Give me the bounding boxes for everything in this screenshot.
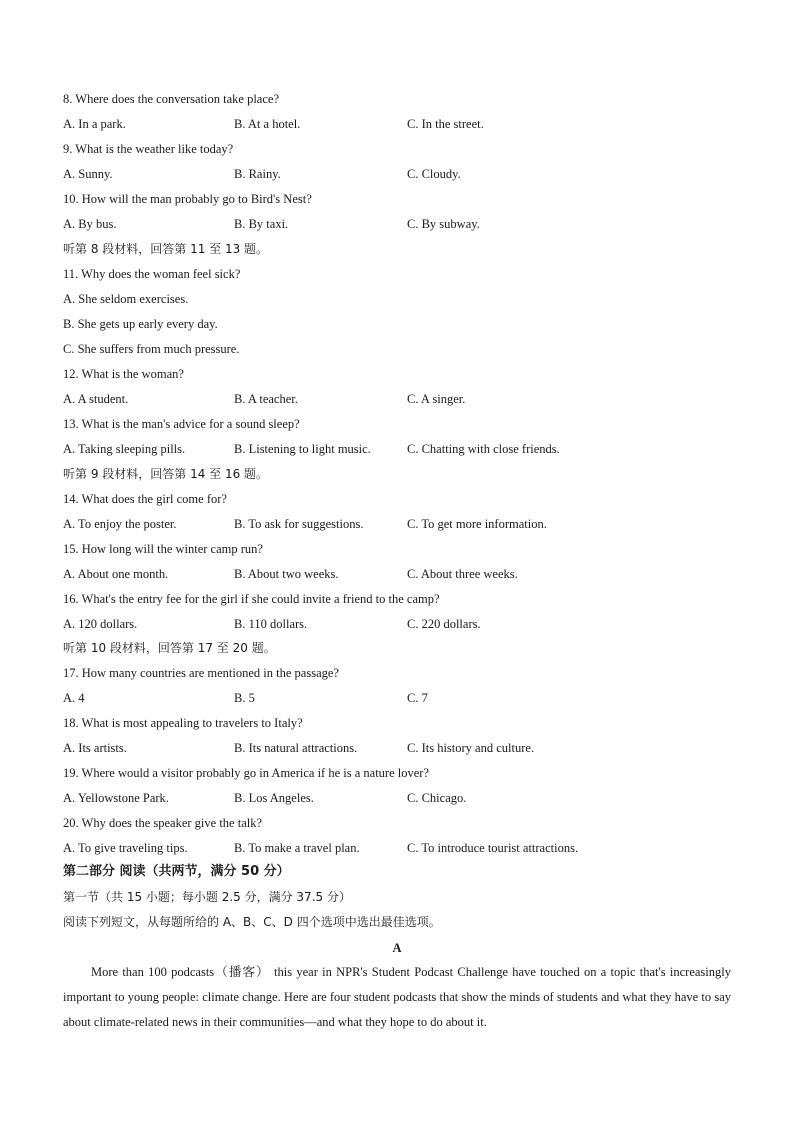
question-12-option-b: B. A teacher. xyxy=(234,392,298,406)
passage-label: A xyxy=(392,941,402,955)
question-9-stem: 9. What is the weather like today? xyxy=(63,142,234,156)
question-11-option-b: B. She gets up early every day. xyxy=(63,317,218,331)
question-9-option-b: B. Rainy. xyxy=(234,167,281,181)
question-10-option-a: A. By bus. xyxy=(63,217,117,231)
question-14-option-c: C. To get more information. xyxy=(407,517,547,531)
question-9-option-c: C. Cloudy. xyxy=(407,167,461,181)
question-17-option-c: C. 7 xyxy=(407,691,428,705)
question-8-option-a: A. In a park. xyxy=(63,117,126,131)
question-16-option-c: C. 220 dollars. xyxy=(407,617,481,631)
question-9-option-a: A. Sunny. xyxy=(63,167,113,181)
question-12-option-c: C. A singer. xyxy=(407,392,466,406)
question-11-option-c: C. She suffers from much pressure. xyxy=(63,342,240,356)
question-16-option-a: A. 120 dollars. xyxy=(63,617,138,631)
question-15-option-c: C. About three weeks. xyxy=(407,567,518,581)
question-8-option-b: B. At a hotel. xyxy=(234,117,301,131)
question-15-option-b: B. About two weeks. xyxy=(234,567,339,581)
question-18-stem: 18. What is most appealing to travelers to Italy? xyxy=(63,716,303,730)
question-10-stem: 10. How will the man probably go to Bird's Nest? xyxy=(63,192,312,206)
question-17-option-b: B. 5 xyxy=(234,691,255,705)
question-20-option-b: B. To make a travel plan. xyxy=(234,841,360,855)
question-20-option-a: A. To give traveling tips. xyxy=(63,841,188,855)
question-16-option-b: B. 110 dollars. xyxy=(234,617,308,631)
question-12-option-a: A. A student. xyxy=(63,392,129,406)
question-20-stem: 20. Why does the speaker give the talk? xyxy=(63,816,263,830)
question-19-option-b: B. Los Angeles. xyxy=(234,791,314,805)
question-15-option-a: A. About one month. xyxy=(63,567,169,581)
question-12-stem: 12. What is the woman? xyxy=(63,367,184,381)
reading-instruction: 阅读下列短文，从每题所给的 A、B、C、D 四个选项中选出最佳选项。 xyxy=(63,915,441,929)
question-14-stem: 14. What does the girl come for? xyxy=(63,492,227,506)
question-13-option-c: C. Chatting with close friends. xyxy=(407,442,560,456)
question-15-stem: 15. How long will the winter camp run? xyxy=(63,542,263,556)
question-13-stem: 13. What is the man's advice for a sound sleep? xyxy=(63,417,300,431)
question-10-option-c: C. By subway. xyxy=(407,217,480,231)
question-20-option-c: C. To introduce tourist attractions. xyxy=(407,841,579,855)
question-13-option-a: A. Taking sleeping pills. xyxy=(63,442,186,456)
question-17-stem: 17. How many countries are mentioned in the passage? xyxy=(63,666,339,680)
question-14-option-a: A. To enjoy the poster. xyxy=(63,517,177,531)
part-two-title: 第二部分 阅读（共两节，满分 50 分） xyxy=(63,864,290,879)
listening-instruction-9: 听第 9 段材料，回答第 14 至 16 题。 xyxy=(63,467,269,481)
question-16-stem: 16. What's the entry fee for the girl if she could invite a friend to the camp? xyxy=(63,592,440,606)
question-18-option-c: C. Its history and culture. xyxy=(407,741,535,755)
listening-instruction-8: 听第 8 段材料，回答第 11 至 13 题。 xyxy=(63,242,269,256)
question-8-stem: 8. Where does the conversation take place? xyxy=(63,92,279,106)
listening-instruction-10: 听第 10 段材料，回答第 17 至 20 题。 xyxy=(63,641,276,655)
question-10-option-b: B. By taxi. xyxy=(234,217,289,231)
question-11-stem: 11. Why does the woman feel sick? xyxy=(63,267,241,281)
question-19-stem: 19. Where would a visitor probably go in America if he is a nature lover? xyxy=(63,766,429,780)
question-19-option-c: C. Chicago. xyxy=(407,791,467,805)
question-8-option-c: C. In the street. xyxy=(407,117,484,131)
question-18-option-a: A. Its artists. xyxy=(63,741,127,755)
question-14-option-b: B. To ask for suggestions. xyxy=(234,517,364,531)
question-17-option-a: A. 4 xyxy=(63,691,85,705)
question-18-option-b: B. Its natural attractions. xyxy=(234,741,358,755)
section-one-title: 第一节（共 15 小题；每小题 2.5 分，满分 37.5 分） xyxy=(63,890,351,904)
passage-paragraph: More than 100 podcasts（播客） this year in NPR's Student Podcast Challenge have touched on a topic that's increasingly important to young people: climate change. Here are four student podcasts that show the minds of students and what they have to say about climate-related news in their communities—and what they hope to do about it. xyxy=(63,965,731,1029)
question-19-option-a: A. Yellowstone Park. xyxy=(63,791,169,805)
question-13-option-b: B. Listening to light music. xyxy=(234,442,371,456)
question-11-option-a: A. She seldom exercises. xyxy=(63,292,189,306)
